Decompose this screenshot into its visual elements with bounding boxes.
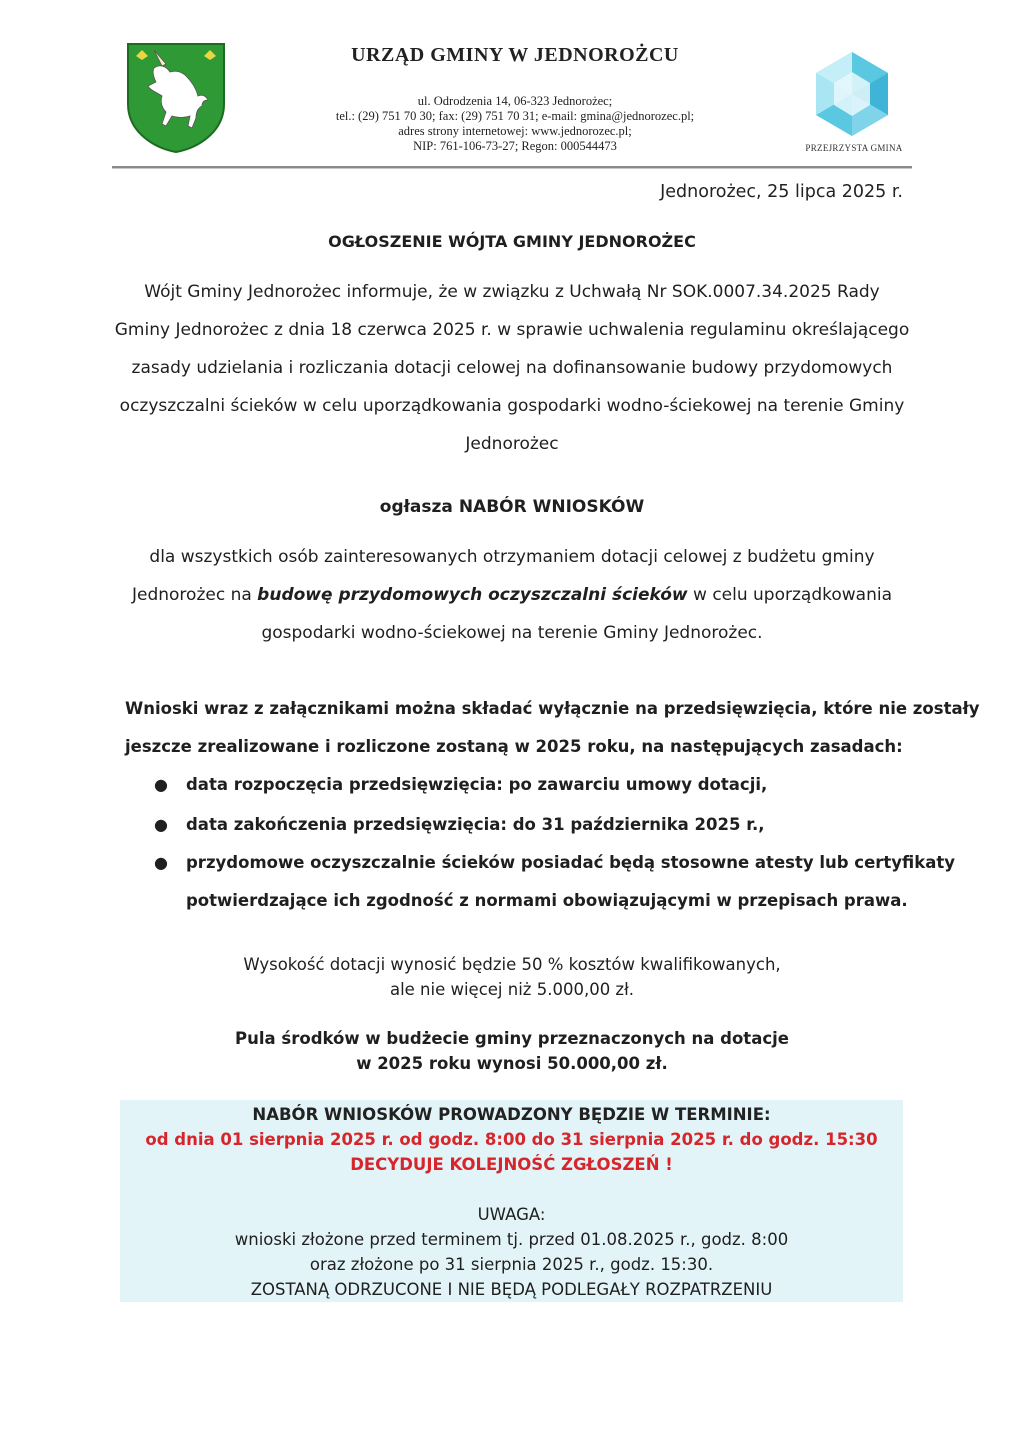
header-divider bbox=[112, 166, 912, 169]
description-line: gospodarki wodno-ściekowej na terenie Gminy Jednorożec. bbox=[261, 623, 763, 643]
intro-line: Wójt Gminy Jednorożec informuje, że w związku z Uchwałą Nr SOK.0007.34.2025 Rady bbox=[144, 282, 880, 302]
intro-line: zasady udzielania i rozliczania dotacji celowej na dofinansowanie budowy przydomowych bbox=[131, 358, 893, 378]
application-period: od dnia 01 sierpnia 2025 r. od godz. 8:00 do 31 sierpnia 2025 r. do godz. 15:30 bbox=[145, 1130, 878, 1149]
page-title: OGŁOSZENIE WÓJTA GMINY JEDNOROŻEC bbox=[328, 232, 696, 251]
funding-cap: ale nie więcej niż 5.000,00 zł. bbox=[389, 980, 635, 999]
bullet-icon: ● bbox=[154, 775, 168, 794]
coat-of-arms bbox=[126, 42, 226, 154]
intro-line: Gminy Jednorożec z dnia 18 czerwca 2025 r. w sprawie uchwalenia regulaminu określającego bbox=[114, 320, 910, 340]
organization-name: URZĄD GMINY W JEDNOROŻCU bbox=[351, 44, 679, 66]
funding-rate: Wysokość dotacji wynosić będzie 50 % kosztów kwalifikowanych, bbox=[243, 955, 781, 974]
bullet-icon: ● bbox=[154, 853, 168, 872]
transparency-logo bbox=[812, 50, 892, 138]
warning-line: oraz złożone po 31 sierpnia 2025 r., godz. 15:30. bbox=[309, 1255, 714, 1274]
description-prefix: Jednorożec na bbox=[131, 585, 252, 605]
call-emphasis: NABÓR WNIOSKÓW bbox=[458, 497, 645, 517]
call-heading bbox=[112, 497, 912, 517]
intro-line: oczyszczalni ścieków w celu uporządkowania gospodarki wodno-ściekowej na terenie Gminy bbox=[119, 396, 905, 416]
description-line bbox=[112, 585, 912, 605]
call-prefix: ogłasza bbox=[379, 497, 453, 517]
condition-item: data zakończenia przedsięwzięcia: do 31 października 2025 r., bbox=[186, 815, 765, 834]
hexagon-crystal-logo-icon bbox=[812, 50, 892, 138]
warning-line: wnioski złożone przed terminem tj. przed 01.08.2025 r., godz. 8:00 bbox=[234, 1230, 789, 1249]
description-suffix: w celu uporządkowania bbox=[693, 585, 892, 605]
transparency-label: PRZEJRZYSTA GMINA bbox=[805, 143, 903, 153]
address-line: ul. Odrodzenia 14, 06-323 Jednorożec; bbox=[417, 94, 613, 108]
warning-label: UWAGA: bbox=[477, 1205, 546, 1224]
bullet-icon: ● bbox=[154, 815, 168, 834]
document-date: Jednorożec, 25 lipca 2025 r. bbox=[660, 182, 903, 202]
intro-line: Jednorożec bbox=[465, 434, 559, 454]
condition-item: data rozpoczęcia przedsięwzięcia: po zawarciu umowy dotacji, bbox=[186, 775, 768, 794]
contact-line: tel.: (29) 751 70 30; fax: (29) 751 70 31; e-mail: gmina@jednorozec.pl; bbox=[335, 109, 695, 123]
condition-item: przydomowe oczyszczalnie ścieków posiadać będą stosowne atesty lub certyfikaty bbox=[186, 853, 956, 872]
warning-line: ZOSTANĄ ODRZUCONE I NIE BĘDĄ PODLEGAŁY ROZPATRZENIU bbox=[250, 1280, 773, 1299]
description-emphasis: budowę przydomowych oczyszczalni ścieków bbox=[257, 585, 688, 605]
condition-item-continuation: potwierdzające ich zgodność z normami obowiązującymi w przepisach prawa. bbox=[186, 891, 908, 910]
order-notice: DECYDUJE KOLEJNOŚĆ ZGŁOSZEŃ ! bbox=[350, 1155, 673, 1174]
unicorn-coat-of-arms-icon bbox=[126, 42, 226, 154]
tax-id-line: NIP: 761-106-73-27; Regon: 000544473 bbox=[413, 139, 617, 153]
budget-pool: w 2025 roku wynosi 50.000,00 zł. bbox=[356, 1054, 668, 1073]
budget-pool: Pula środków w budżecie gminy przeznaczonych na dotacje bbox=[235, 1029, 789, 1048]
website-line: adres strony internetowej: www.jednorozec.pl; bbox=[398, 124, 632, 138]
conditions-intro: Wnioski wraz z załącznikami można składać wyłącznie na przedsięwzięcia, które nie zostały bbox=[125, 699, 980, 718]
description-line: dla wszystkich osób zainteresowanych otrzymaniem dotacji celowej z budżetu gminy bbox=[149, 547, 875, 567]
notice-heading: NABÓR WNIOSKÓW PROWADZONY BĘDZIE W TERMINIE: bbox=[252, 1105, 771, 1124]
conditions-intro: jeszcze zrealizowane i rozliczone zostaną w 2025 roku, na następujących zasadach: bbox=[125, 737, 903, 756]
